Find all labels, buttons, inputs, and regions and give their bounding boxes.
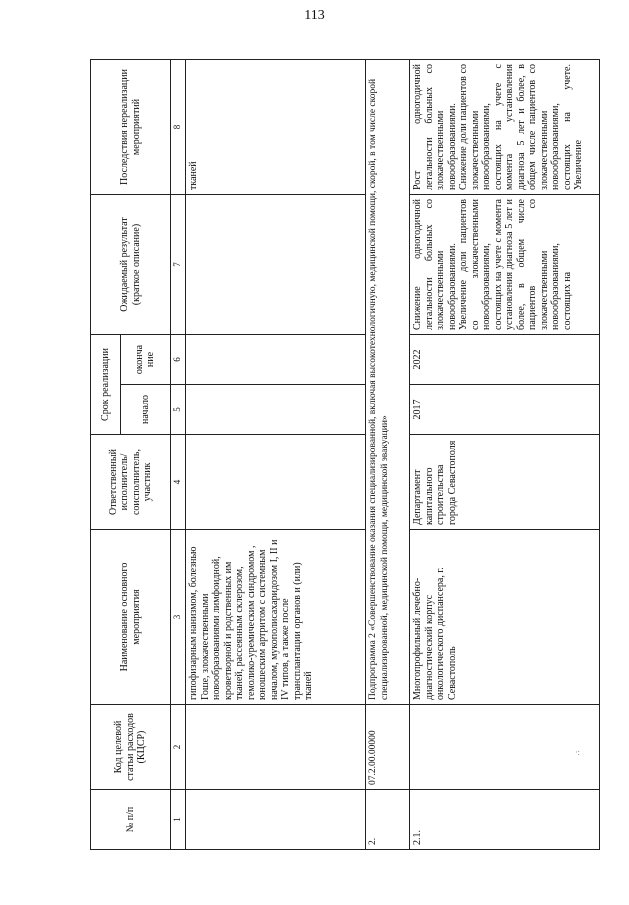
table-row bbox=[186, 60, 366, 850]
column-number-row bbox=[171, 60, 186, 850]
rotated-table-container bbox=[90, 60, 600, 850]
subprogram-row bbox=[366, 60, 410, 850]
column-number: 7 bbox=[171, 195, 186, 335]
cell-executor: Департамент капитального строительства города Севастополя bbox=[410, 435, 600, 530]
header-expected-result: Ожидаемый результат (краткое описание) bbox=[91, 195, 171, 335]
cell-end: 2022 bbox=[410, 335, 600, 385]
scan-mark: ·: bbox=[575, 748, 580, 757]
cell-kcsr: 07.2.00.00000 bbox=[366, 705, 410, 790]
header-row bbox=[91, 60, 121, 850]
header-end: оконча ние bbox=[120, 335, 170, 385]
cell-number bbox=[186, 790, 366, 850]
column-number: 5 bbox=[171, 385, 186, 435]
column-number: 1 bbox=[171, 790, 186, 850]
column-number: 3 bbox=[171, 530, 186, 705]
page-number: 113 bbox=[304, 8, 325, 23]
header-number: № п/п bbox=[91, 790, 171, 850]
table-row bbox=[410, 60, 600, 850]
column-number: 8 bbox=[171, 60, 186, 195]
header-start: начало bbox=[120, 385, 170, 435]
cell-consequences: Рост одногодичной летальности больных со злокачественными новообразованиями. Снижение доли пациентов со злокачественными новообразованиями, состоящих на учете с момента установления диагноза 5 лет и более, в общем числе пациентов со злокачественными новообразованиями, состоящих на учете. Увеличение bbox=[410, 60, 600, 195]
header-measure-name: Наименование основного мероприятия bbox=[91, 530, 171, 705]
measures-table bbox=[90, 59, 600, 850]
cell-measure-name: гипофизарным нанизмом, болезнью Гоше, злокачественными новообразованиями лимфоидной, кроветворной и родственных им тканей, рассеянным склерозом, гемолико-уремическим синдромом , юношеским артритом с системным началом, мукополисахаридозом I, II и IV типов, а также после трансплантации органов и (или) тканей bbox=[186, 530, 366, 705]
column-number: 6 bbox=[171, 335, 186, 385]
header-consequences: Последствия нереализации мероприятий bbox=[91, 60, 171, 195]
cell-number: 2.1. bbox=[410, 790, 600, 850]
cell-executor bbox=[186, 435, 366, 530]
cell-kcsr bbox=[186, 705, 366, 790]
cell-measure-name: Многопрофильный лечебно-диагностический корпус онкологического диспансера, г. Севастополь bbox=[410, 530, 600, 705]
cell-end bbox=[186, 335, 366, 385]
cell-expected-result bbox=[186, 195, 366, 335]
cell-consequences: тканей bbox=[186, 60, 366, 195]
header-kcsr: Код целевой статьи расходов (КЦСР) bbox=[91, 705, 171, 790]
column-number: 4 bbox=[171, 435, 186, 530]
cell-number: 2. bbox=[366, 790, 410, 850]
column-number: 2 bbox=[171, 705, 186, 790]
header-executor: Ответственный исполнитель/ соисполнитель, участник bbox=[91, 435, 171, 530]
cell-start: 2017 bbox=[410, 385, 600, 435]
subprogram-title: Подпрограмма 2 «Совершенствование оказания специализированной, включая высокотехнологичную, медицинской помощи, скорой, в том числе скорой специализированной, медицинской помощи, медицинской эвакуации» bbox=[366, 60, 410, 705]
cell-expected-result: Снижение одногодичной летальности больных со злокачественными новообразованиями. Увеличение доли пациентов со злокачественными новообразованиями, состоящих на учете с момента установления диагноза 5 лет и более, в общем числе пациентов со злокачественными новообразованиями, состоящих на bbox=[410, 195, 600, 335]
cell-kcsr bbox=[410, 705, 600, 790]
header-period: Срок реализации bbox=[91, 335, 121, 435]
cell-start bbox=[186, 385, 366, 435]
